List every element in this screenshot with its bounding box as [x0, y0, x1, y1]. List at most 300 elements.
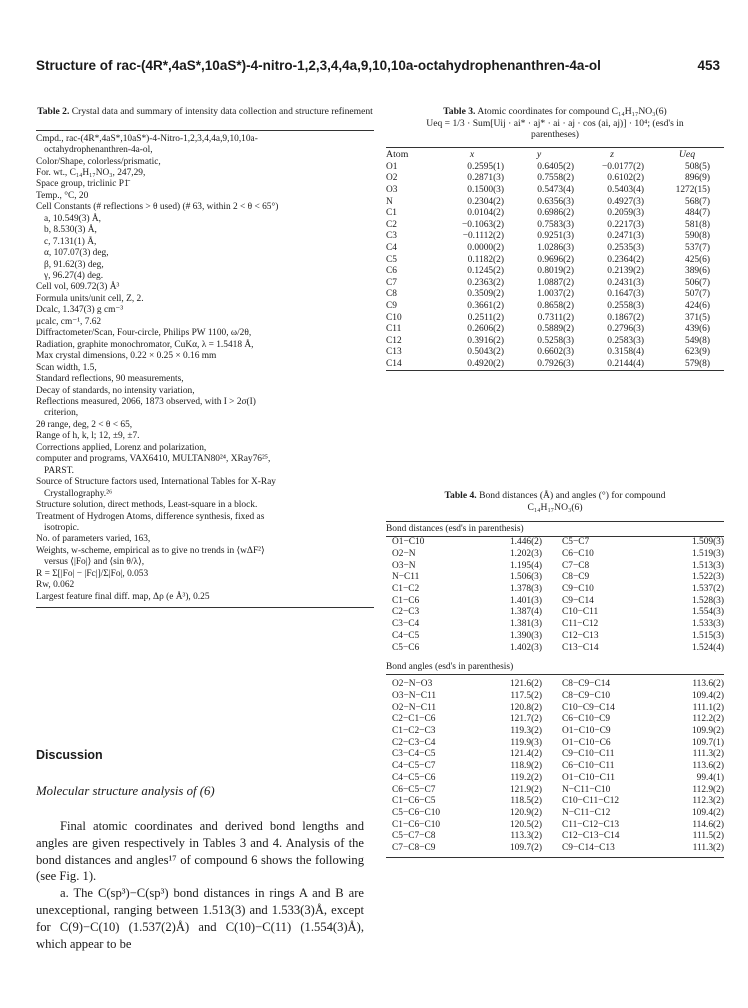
table2-caption [36, 106, 374, 118]
bond-angle-row [386, 726, 724, 738]
bond-value-cell: 112.3(2) [692, 796, 724, 807]
y-cell: 0.7926(3) [537, 358, 574, 369]
bond-value-cell: 119.9(3) [510, 737, 542, 748]
bond-label-cell: C10−C9−C14 [562, 702, 615, 713]
table3-row [386, 185, 724, 197]
table3-row [386, 197, 724, 209]
bond-value-cell: 1.401(3) [509, 595, 542, 606]
table2-line: versus ⟨|Fo|⟩ and ⟨sin θ/λ⟩, [44, 557, 145, 568]
table2-body [36, 134, 374, 604]
bond-angle-row [386, 703, 724, 715]
table2-line: a, 10.549(3) Å, [44, 213, 102, 224]
table3-row [386, 359, 724, 371]
bond-distance-row [386, 619, 724, 631]
bond-label-cell: C8−C9−C14 [562, 679, 611, 690]
table2-line: computer and programs, VAX6410, MULTAN80²⁴, XRay76²⁵, [36, 454, 271, 465]
table2-line: Cell Constants (# reflections > θ used) (# 63, within 2 < θ < 65°) [36, 202, 279, 213]
bond-label-cell: C2−C3 [392, 607, 420, 618]
table2-line: Crystallography.²⁶ [44, 488, 113, 499]
bond-value-cell: 1.537(2) [691, 584, 724, 594]
y-cell: 0.6405(2) [537, 161, 574, 172]
bond-value-cell: 1.513(3) [691, 560, 724, 571]
bond-label-cell: C1−C2−C3 [392, 726, 436, 737]
x-cell: 0.1245(2) [467, 266, 504, 277]
bond-distances-table [386, 537, 724, 654]
z-cell: 0.2217(3) [607, 219, 644, 230]
bond-label-cell: C13−C14 [562, 642, 599, 653]
ueq-cell: 549(8) [685, 335, 710, 346]
bond-angle-row [386, 761, 724, 773]
bond-label-cell: C8−C9−C10 [562, 690, 611, 701]
table2-label: Table 2. [37, 106, 70, 117]
y-cell: 0.9251(3) [537, 231, 574, 242]
distances-heading: Bond distances (esd's in parenthesis) [386, 524, 524, 535]
table2-line: Reflections measured, 2066, 1873 observed, with I > 2σ(I) [36, 397, 256, 408]
table2-line: Formula units/unit cell, Z, 2. [36, 293, 144, 304]
bond-angle-row [386, 691, 724, 703]
bond-value-cell: 121.7(2) [509, 714, 542, 725]
atom-cell: N [386, 196, 393, 207]
y-cell: 0.7311(2) [537, 312, 574, 323]
table3-row [386, 278, 724, 290]
bond-value-cell: 1.524(4) [691, 642, 724, 653]
x-cell: 0.0104(2) [467, 208, 504, 219]
y-cell: 0.7583(3) [537, 219, 574, 230]
x-cell: 0.5043(2) [467, 347, 504, 358]
bond-value-cell: 1.522(3) [691, 572, 724, 583]
bond-label-cell: O2−N−O3 [392, 679, 433, 690]
z-cell: 0.5403(4) [607, 184, 644, 195]
bond-value-cell: 120.5(2) [509, 819, 542, 830]
atom-cell: C1 [386, 208, 397, 219]
bond-value-cell: 109.4(2) [691, 690, 724, 701]
table3-row [386, 243, 724, 255]
bond-label-cell: C3−C4−C5 [392, 749, 436, 760]
bond-distance-row [386, 596, 724, 608]
ueq-cell: 484(7) [685, 208, 710, 219]
z-cell: 0.2431(3) [607, 277, 644, 288]
bond-label-cell: N−C11 [392, 572, 420, 583]
col-z-header: z [610, 148, 614, 160]
table2-line: Weights, w-scheme, empirical as to give no trends in ⟨wΔF²⟩ [36, 545, 265, 556]
table2-line: Range of h, k, l; 12, ±9, ±7. [36, 431, 140, 442]
col-ueq-header: Ueq [678, 148, 696, 160]
bond-angle-row [386, 843, 724, 855]
atom-cell: C4 [386, 242, 397, 253]
x-cell: 0.2511(2) [467, 312, 504, 323]
table2-line: 2θ range, deg, 2 < θ < 65, [36, 419, 133, 430]
bond-value-cell: 113.6(2) [692, 679, 724, 690]
table2-line: γ, 96.27(4) deg. [44, 271, 104, 282]
table2-line: No. of parameters varied, 163, [36, 534, 151, 545]
bond-value-cell: 1.378(3) [509, 584, 542, 594]
bond-label-cell: C10−C11 [562, 607, 599, 618]
z-cell: 0.2364(2) [607, 254, 644, 265]
z-cell: 0.2796(3) [607, 324, 644, 335]
y-cell: 0.6356(3) [537, 196, 574, 207]
col-y-header: y [536, 148, 542, 160]
y-cell: 0.7558(2) [537, 173, 574, 184]
table3-header-row [386, 148, 724, 162]
y-cell: 1.0037(2) [537, 289, 574, 300]
bond-value-cell: 109.4(2) [691, 807, 724, 818]
table3-row [386, 301, 724, 313]
x-cell: 0.3661(2) [467, 300, 504, 311]
table3-row [386, 266, 724, 278]
atom-cell: C3 [386, 231, 397, 242]
bond-label-cell: C10−C11−C12 [562, 796, 620, 807]
table3-label: Table 3. [443, 106, 476, 117]
bond-distance-row [386, 561, 724, 573]
bond-distance-row [386, 631, 724, 643]
table3-row [386, 313, 724, 325]
table2-line: Cell vol, 609.72(3) Å³ [36, 282, 120, 293]
ueq-cell: 590(8) [685, 231, 710, 242]
bond-label-cell: C4−C5−C7 [392, 761, 436, 772]
ueq-cell: 896(9) [685, 173, 710, 184]
ueq-cell: 371(5) [685, 312, 710, 323]
bond-value-cell: 119.2(2) [510, 772, 542, 783]
bond-value-cell: 1.515(3) [691, 630, 724, 641]
bond-label-cell: C6−C5−C7 [392, 784, 436, 795]
bond-value-cell: 113.6(2) [692, 761, 724, 772]
table2-line: μcalc, cm⁻¹, 7.62 [36, 316, 102, 327]
atom-cell: O2 [386, 173, 398, 184]
table2-line: octahydrophenanthren-4a-ol, [44, 145, 153, 156]
table3-caption-line3: parentheses) [531, 129, 579, 141]
ueq-cell: 506(7) [685, 277, 710, 288]
z-cell: 0.2144(4) [607, 358, 644, 369]
z-cell: 0.3158(4) [607, 347, 644, 358]
table2-line: β, 91.62(3) deg, [44, 259, 104, 270]
table3-row [386, 336, 724, 348]
discussion-body [36, 818, 364, 952]
bond-angle-row [386, 820, 724, 832]
bond-label-cell: C1−C6−C5 [392, 796, 436, 807]
atom-cell: C6 [386, 266, 397, 277]
bond-label-cell: C2−C1−C6 [392, 714, 436, 725]
x-cell: −0.1112(2) [462, 231, 504, 242]
x-cell: 0.1182(2) [467, 254, 504, 265]
bond-label-cell: C5−C7−C8 [392, 831, 436, 842]
z-cell: 0.2535(3) [607, 242, 644, 253]
bond-value-cell: 109.9(2) [691, 726, 724, 737]
ueq-cell: 537(7) [685, 242, 710, 253]
bond-value-cell: 109.7(2) [509, 843, 542, 854]
bond-label-cell: C9−C14 [562, 595, 594, 606]
table2-line: Scan width, 1.5, [36, 362, 97, 373]
bond-distance-row [386, 643, 724, 655]
atom-cell: O1 [386, 161, 398, 172]
table2-line: α, 107.07(3) deg, [44, 248, 109, 259]
table4-caption-line2: C₁₄H₁₇NO₃(6) [527, 501, 583, 513]
bond-label-cell: C11−C12 [562, 619, 599, 630]
table3-row [386, 255, 724, 267]
table2-line: Temp., °C, 20 [36, 190, 89, 201]
atom-cell: C10 [386, 312, 402, 323]
table2-line: isotropic. [44, 523, 80, 533]
bond-label-cell: O3−N−C11 [392, 690, 437, 701]
table3-row [386, 208, 724, 220]
bond-label-cell: C11−C12−C13 [562, 819, 620, 830]
table4-label: Table 4. [444, 490, 477, 501]
x-cell: 0.1500(3) [467, 184, 504, 195]
table3-row [386, 347, 724, 359]
table3-caption-line1: Atomic coordinates for compound C₁₄H₁₇NO₃(6) [477, 106, 667, 117]
bond-label-cell: C12−C13−C14 [562, 831, 620, 842]
table3 [386, 106, 724, 371]
table3-row [386, 324, 724, 336]
bond-label-cell: C12−C13 [562, 630, 599, 641]
bond-value-cell: 1.446(2) [509, 537, 542, 548]
y-cell: 0.8658(2) [537, 300, 574, 311]
table3-row [386, 162, 724, 174]
bond-value-cell: 1.381(3) [509, 619, 542, 630]
bond-value-cell: 1.387(4) [509, 607, 542, 618]
bond-value-cell: 1.533(3) [691, 619, 724, 630]
y-cell: 0.8019(2) [537, 266, 574, 277]
bond-label-cell: C5−C6 [392, 642, 420, 653]
y-cell: 1.0887(2) [537, 277, 574, 288]
ueq-cell: 1272(15) [675, 184, 710, 195]
col-atom-header: Atom [386, 148, 409, 160]
table4-caption [386, 490, 724, 513]
bond-value-cell: 1.402(3) [509, 642, 542, 653]
bond-distance-row [386, 607, 724, 619]
atom-cell: C5 [386, 254, 397, 265]
bond-value-cell: 121.4(2) [509, 749, 542, 760]
bond-label-cell: C6−C10−C11 [562, 761, 615, 772]
table2-line: R = Σ[|Fo| − |Fc|]/Σ|Fo|, 0.053 [36, 568, 149, 579]
bond-label-cell: C9−C10−C11 [562, 749, 615, 760]
bond-value-cell: 1.554(3) [691, 607, 724, 618]
y-cell: 0.9696(2) [537, 254, 574, 265]
x-cell: 0.2871(3) [467, 173, 504, 184]
bond-value-cell: 120.8(2) [509, 702, 542, 713]
bond-distance-row [386, 549, 724, 561]
table2-line: Corrections applied, Lorenz and polarization, [36, 442, 207, 453]
table2-line: Cmpd., rac-(4R*,4aS*,10aS*)-4-Nitro-1,2,3,4,4a,9,10,10a- [36, 133, 258, 144]
bond-label-cell: C8−C9 [562, 572, 590, 583]
table2-line: Source of Structure factors used, International Tables for X-Ray [36, 477, 276, 488]
z-cell: 0.2471(3) [607, 231, 644, 242]
bond-value-cell: 111.3(2) [692, 843, 724, 854]
atom-cell: C2 [386, 219, 397, 230]
table3-grid [386, 148, 724, 371]
bond-label-cell: C4−C5 [392, 630, 420, 641]
bond-distance-row [386, 572, 724, 584]
atom-cell: O3 [386, 184, 398, 195]
bond-value-cell: 114.6(2) [692, 819, 724, 830]
bond-label-cell: C1−C2 [392, 584, 420, 594]
table3-row [386, 173, 724, 185]
bond-value-cell: 113.3(2) [510, 831, 542, 842]
table2-line: PARST. [44, 465, 74, 476]
x-cell: 0.2595(1) [467, 161, 504, 172]
bond-angle-row [386, 679, 724, 691]
x-cell: 0.3916(2) [467, 335, 504, 346]
bond-value-cell: 1.202(3) [509, 548, 542, 559]
ueq-cell: 439(6) [685, 324, 710, 335]
table2-line: Color/Shape, colorless/prismatic, [36, 156, 161, 167]
table3-bottom-rule [386, 370, 724, 371]
paragraph: Final atomic coordinates and derived bond lengths and angles are given respectively in Tables 3 and 4. Analysis of the bond distances and angles¹⁷ of compound 6 shows the following (see Fig. 1). [36, 819, 364, 884]
table2-line: Treatment of Hydrogen Atoms, difference synthesis, fixed as [36, 511, 265, 522]
atom-cell: C12 [386, 335, 402, 346]
bond-angle-row [386, 785, 724, 797]
x-cell: 0.2606(2) [467, 324, 504, 335]
bond-label-cell: O1−C10−C11 [562, 772, 615, 783]
bond-label-cell: O1−C10−C9 [562, 726, 611, 737]
bond-value-cell: 112.9(2) [692, 784, 724, 795]
bond-value-cell: 1.509(3) [691, 537, 724, 548]
atom-cell: C13 [386, 347, 402, 358]
x-cell: 0.3509(2) [467, 289, 504, 300]
bond-label-cell: C6−C10 [562, 548, 594, 559]
table2-caption-text: Crystal data and summary of intensity data collection and structure refinement [71, 106, 373, 117]
bond-value-cell: 109.7(1) [691, 737, 724, 748]
table2-line: Space group, triclinic P1̄ [36, 179, 129, 190]
z-cell: 0.4927(3) [607, 196, 644, 207]
bond-label-cell: C3−C4 [392, 619, 420, 630]
bond-label-cell: C6−C10−C9 [562, 714, 611, 725]
bond-label-cell: C7−C8 [562, 560, 590, 571]
bond-label-cell: C5−C7 [562, 537, 590, 548]
bond-label-cell: C1−C6−C10 [392, 819, 441, 830]
z-cell: 0.2059(3) [607, 208, 644, 219]
y-cell: 0.6986(2) [537, 208, 574, 219]
x-cell: −0.1063(2) [462, 219, 504, 230]
z-cell: 0.2558(3) [607, 300, 644, 311]
ueq-cell: 507(7) [685, 289, 710, 300]
table2-bottom-rule [36, 607, 374, 608]
bond-value-cell: 117.5(2) [510, 690, 542, 701]
z-cell: 0.1867(2) [607, 312, 644, 323]
table2-top-rule [36, 130, 374, 131]
z-cell: −0.0177(2) [602, 161, 644, 172]
atom-cell: C11 [386, 324, 402, 335]
table2 [36, 106, 374, 608]
bond-value-cell: 112.2(2) [692, 714, 724, 725]
bond-label-cell: O3−N [392, 560, 416, 571]
table2-line: Dcalc, 1.347(3) g cm⁻³ [36, 305, 124, 316]
bond-value-cell: 1.195(4) [509, 560, 542, 571]
x-cell: 0.2363(2) [467, 277, 504, 288]
bond-value-cell: 111.5(2) [692, 831, 724, 842]
bond-label-cell: C4−C5−C6 [392, 772, 436, 783]
z-cell: 0.6102(2) [607, 173, 644, 184]
bond-label-cell: C2−C3−C4 [392, 737, 436, 748]
ueq-cell: 623(9) [685, 347, 710, 358]
table2-line: Max crystal dimensions, 0.22 × 0.25 × 0.16 mm [36, 351, 217, 362]
z-cell: 0.2583(3) [607, 335, 644, 346]
col-x-header: x [469, 148, 475, 160]
bond-angles-table [386, 679, 724, 855]
bond-distance-row [386, 584, 724, 596]
bond-value-cell: 121.9(2) [509, 784, 542, 795]
ueq-cell: 581(8) [685, 219, 710, 230]
bond-label-cell: N−C11−C12 [562, 807, 611, 818]
bond-label-cell: O2−N−C11 [392, 702, 437, 713]
bond-value-cell: 119.3(2) [510, 726, 542, 737]
atom-cell: C14 [386, 358, 402, 369]
bond-angle-row [386, 831, 724, 843]
page-number: 453 [697, 58, 720, 73]
bond-label-cell: C5−C6−C10 [392, 807, 441, 818]
ueq-cell: 424(6) [685, 300, 710, 311]
table3-row [386, 220, 724, 232]
ueq-cell: 579(8) [685, 358, 710, 369]
y-cell: 0.5473(4) [537, 184, 574, 195]
ueq-cell: 389(6) [685, 266, 710, 277]
bond-value-cell: 120.9(2) [509, 807, 542, 818]
table3-caption-line2: Ueq = 1/3 · Sum[Uij · ai* · aj* · ai · aj · cos (ai, aj)] · 10⁴; (esd's in [426, 117, 684, 129]
bond-angle-row [386, 749, 724, 761]
bond-angle-row [386, 738, 724, 750]
bond-label-cell: O1−C10−C6 [562, 737, 611, 748]
table2-line: Diffractometer/Scan, Four-circle, Philips PW 1100, ω/2θ, [36, 328, 252, 339]
z-cell: 0.1647(3) [607, 289, 644, 300]
atom-cell: C7 [386, 277, 397, 288]
paragraph: a. The C(sp³)−C(sp³) bond distances in rings A and B are unexceptional, ranging between 1.513(3) and 1.533(3)Å, except for C(9)−C(10) (1.537(2)Å) and C(10)−C(11) (1.554(3)Å), which appear to be [36, 886, 364, 951]
table3-row [386, 289, 724, 301]
bond-value-cell: 121.6(2) [509, 679, 542, 690]
table3-caption [386, 106, 724, 141]
bond-value-cell: 118.5(2) [510, 796, 542, 807]
table2-line: Decay of standards, no intensity variation, [36, 385, 195, 396]
table2-line: b, 8.530(3) Å, [44, 225, 97, 236]
table2-line: Largest feature final diff. map, Δρ (e Å³), 0.25 [36, 591, 210, 602]
table4-bottom-rule [386, 857, 724, 858]
subsection-heading: Molecular structure analysis of (6) [36, 784, 215, 798]
atom-cell: C9 [386, 300, 397, 311]
table2-line: Standard reflections, 90 measurements, [36, 374, 184, 385]
bond-value-cell: 99.4(1) [696, 772, 724, 783]
bond-value-cell: 1.528(3) [691, 595, 724, 606]
bond-label-cell: C1−C6 [392, 595, 420, 606]
x-cell: 0.2304(2) [467, 196, 504, 207]
x-cell: 0.4920(2) [467, 358, 504, 369]
table4 [386, 490, 724, 858]
y-cell: 0.5889(2) [537, 324, 574, 335]
bond-value-cell: 1.390(3) [509, 630, 542, 641]
table2-line: c, 7.131(1) Å, [44, 236, 97, 247]
angles-heading: Bond angles (esd's in parenthesis) [386, 662, 514, 673]
table2-line: Rw, 0.062 [36, 580, 75, 591]
y-cell: 0.5258(3) [537, 335, 574, 346]
section-heading: Discussion [36, 748, 103, 762]
bond-value-cell: 118.9(2) [510, 761, 542, 772]
bond-value-cell: 111.1(2) [692, 702, 724, 713]
z-cell: 0.2139(2) [607, 266, 644, 277]
atom-cell: C8 [386, 289, 397, 300]
table2-line: Radiation, graphite monochromator, CuKα, λ = 1.5418 Å, [36, 339, 254, 350]
table2-line: Structure solution, direct methods, Least-square in a block. [36, 500, 258, 511]
bond-value-cell: 1.506(3) [509, 572, 542, 583]
table2-line: criterion, [44, 408, 79, 419]
x-cell: 0.0000(2) [467, 242, 504, 253]
running-header-title: Structure of rac-(4R*,4aS*,10aS*)-4-nitro-1,2,3,4,4a,9,10,10a-octahydrophenanthren-4a-ol [36, 58, 601, 73]
table4-caption-line1: Bond distances (Å) and angles (°) for compound [479, 490, 666, 501]
bond-label-cell: N−C11−C10 [562, 784, 611, 795]
bond-angle-row [386, 773, 724, 785]
y-cell: 1.0286(3) [537, 242, 574, 253]
bond-label-cell: C9−C14−C13 [562, 843, 615, 854]
table2-line: For. wt., C₁₄H₁₇NO₃, 247,29, [36, 167, 146, 178]
bond-angle-row [386, 796, 724, 808]
ueq-cell: 508(5) [685, 161, 710, 172]
bond-distance-row [386, 537, 724, 549]
